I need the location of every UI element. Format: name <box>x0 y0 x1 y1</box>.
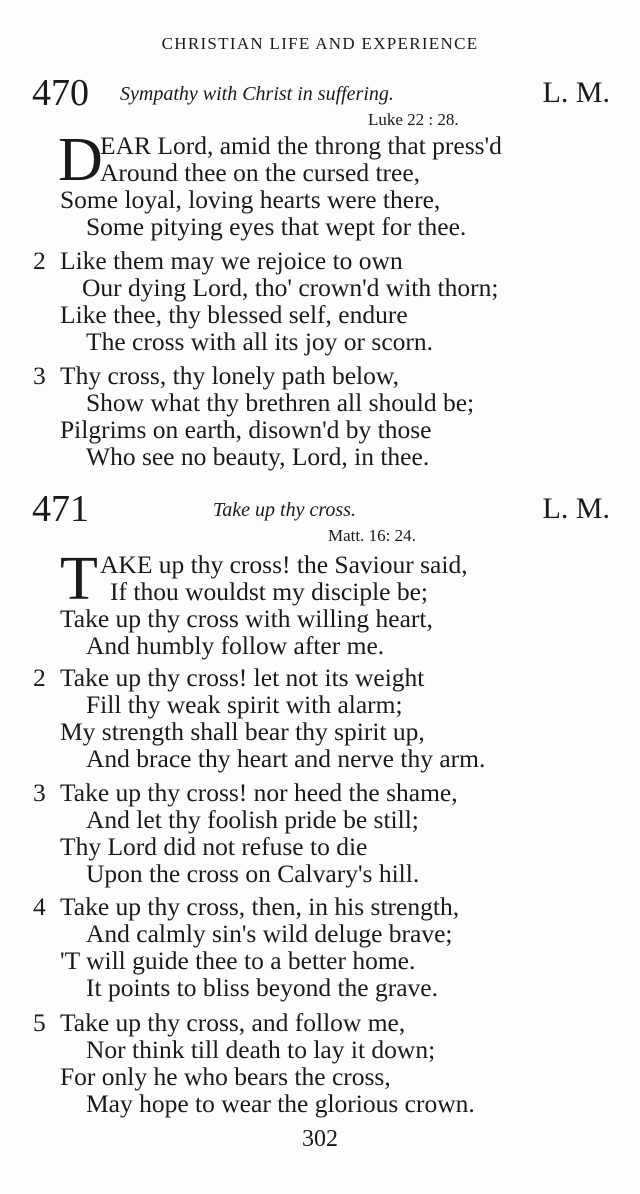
verse-line: Our dying Lord, tho' crown'd with thorn; <box>82 273 499 302</box>
stanza-number: 3 <box>33 778 46 807</box>
verse-line: Show what thy brethren all should be; <box>86 388 475 417</box>
verse-line: And let thy foolish pride be still; <box>86 805 419 834</box>
verse-line: AKE up thy cross! the Saviour said, <box>100 550 468 579</box>
hymn-meter: L. M. <box>542 492 610 525</box>
verse-line: The cross with all its joy or scorn. <box>86 327 434 356</box>
verse-line: Thy cross, thy lonely path below, <box>60 361 399 390</box>
hymn-number: 471 <box>32 488 89 530</box>
drop-cap: T <box>60 545 98 613</box>
verse-line: Like them may we rejoice to own <box>60 246 403 275</box>
verse-line: Upon the cross on Calvary's hill. <box>86 859 420 888</box>
drop-cap: D <box>58 126 103 194</box>
hymn-meter: L. M. <box>542 76 610 109</box>
verse-line: Take up thy cross with willing heart, <box>60 604 433 633</box>
page-number: 302 <box>302 1126 338 1152</box>
verse-line: Take up thy cross! let not its weight <box>60 663 425 692</box>
verse-line: For only he who bears the cross, <box>60 1062 391 1091</box>
hymn-471-heading <box>0 490 640 550</box>
verse-line: Take up thy cross, and follow me, <box>60 1008 406 1037</box>
stanza-number: 2 <box>33 663 46 692</box>
scripture-reference: Luke 22 : 28. <box>368 110 459 129</box>
verse-line: Fill thy weak spirit with alarm; <box>86 690 403 719</box>
stanza-number: 2 <box>33 246 46 275</box>
scripture-reference: Matt. 16: 24. <box>328 526 416 545</box>
hymn-470-heading <box>0 74 640 134</box>
verse-line: Some loyal, loving hearts were there, <box>60 185 441 214</box>
running-header: CHRISTIAN LIFE AND EXPERIENCE <box>161 34 479 53</box>
stanza-number: 5 <box>33 1008 46 1037</box>
verse-line: And humbly follow after me. <box>86 631 385 660</box>
verse-line: Around thee on the cursed tree, <box>100 158 421 187</box>
verse-line: It points to bliss beyond the grave. <box>86 973 438 1002</box>
verse-line: Thy Lord did not refuse to die <box>60 832 368 861</box>
verse-line: May hope to wear the glorious crown. <box>86 1089 475 1118</box>
verse-line: EAR Lord, amid the throng that press'd <box>100 131 502 160</box>
verse-line: Nor think till death to lay it down; <box>86 1035 436 1064</box>
verse-line: Some pitying eyes that wept for thee. <box>86 212 467 241</box>
hymn-title: Take up thy cross. <box>213 499 356 521</box>
stanza-number: 3 <box>33 361 46 390</box>
hymn-number: 470 <box>32 72 89 114</box>
verse-line: Take up thy cross! nor heed the shame, <box>60 778 458 807</box>
verse-line: Like thee, thy blessed self, endure <box>60 300 408 329</box>
verse-line: 'T will guide thee to a better home. <box>60 946 416 975</box>
stanza-number: 4 <box>33 892 46 921</box>
verse-line: And brace thy heart and nerve thy arm. <box>86 744 486 773</box>
verse-line: My strength shall bear thy spirit up, <box>60 717 425 746</box>
verse-line: And calmly sin's wild deluge brave; <box>86 919 453 948</box>
verse-line: If thou wouldst my disciple be; <box>110 577 429 606</box>
verse-line: Take up thy cross, then, in his strength, <box>60 892 460 921</box>
verse-line: Pilgrims on earth, disown'd by those <box>60 415 432 444</box>
hymn-title: Sympathy with Christ in suffering. <box>120 83 394 105</box>
verse-line: Who see no beauty, Lord, in thee. <box>86 442 430 471</box>
